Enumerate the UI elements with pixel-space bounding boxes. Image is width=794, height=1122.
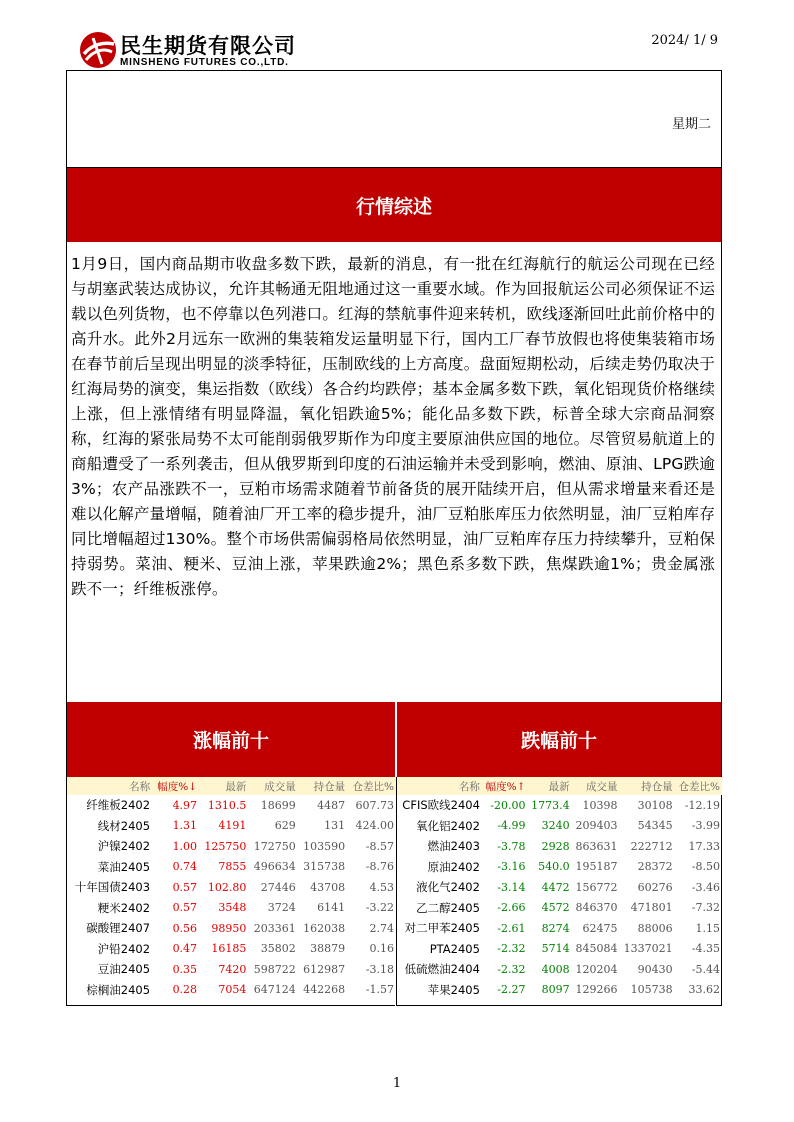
table-row[interactable] bbox=[67, 795, 396, 816]
table-row[interactable] bbox=[67, 877, 396, 898]
last-price: 4191 bbox=[218, 819, 247, 833]
last-price: 98950 bbox=[211, 921, 247, 935]
open-interest: 442268 bbox=[303, 983, 346, 997]
volume: 27446 bbox=[260, 880, 296, 894]
table-row[interactable] bbox=[397, 898, 722, 919]
oi-change-pct: -8.76 bbox=[365, 860, 394, 874]
oi-change-pct: 424.00 bbox=[355, 819, 394, 833]
open-interest: 1337021 bbox=[623, 942, 673, 956]
change-pct: -2.27 bbox=[497, 983, 526, 997]
change-pct: 0.56 bbox=[172, 921, 198, 935]
oi-change-pct: -3.18 bbox=[365, 962, 394, 976]
volume: 863631 bbox=[575, 839, 618, 853]
volume: 598722 bbox=[253, 962, 296, 976]
last-price: 5714 bbox=[541, 942, 570, 956]
table-row[interactable] bbox=[67, 959, 396, 980]
instrument-name: 沪铅2402 bbox=[97, 941, 151, 956]
table-row[interactable] bbox=[397, 816, 722, 837]
open-interest: 222712 bbox=[630, 839, 673, 853]
instrument-name: 沪镍2402 bbox=[97, 839, 151, 854]
last-price: 4472 bbox=[541, 880, 570, 894]
summary-text: 1月9日，国内商品期市收盘多数下跌，最新的消息，有一批在红海航行的航运公司现在已经与胡塞武装达成协议，允许其畅通无阻地通过这一重要水域。作为回报航运公司必须保证不运载以色列货物，也不停靠以色列港口。红海的禁航事件迎来转机，欧线逐渐回吐此前价格中的高升水。此外2月远东一欧洲的集装箱发运量明显下行，国内工厂春节放假也将使集装箱市场在春节前后呈现出明显的淡季特征，压制欧线的上方高度。盘面短期松动，后续走势仍取决于红海局势的演变，集运指数（欧线）各合约均跌停；基本金属多数下跌，氧化铝现货价格继续上涨，但上涨情绪有明显降温，氧化铝跌逾5%；能化品多数下跌，标普全球大宗商品洞察称，红海的紧张局势不太可能削弱俄罗斯作为印度主要原油供应国的地位。尽管贸易航道上的商船遭受了一系列袭击，但从俄罗斯到印度的石油运输并未受到影响，燃油、原油、LPG跌逾3%；农产品涨跌不一，豆粕市场需求随着节前备货的展开陆续开启，但从需求增量来看还是难以化解产量增幅，随着油厂开工率的稳步提升，油厂豆粕胀库压力依然明显，油厂豆粕库存同比增幅超过130%。整个市场供需偏弱格局依然明显，油厂豆粕库存压力持续攀升，豆粕保持弱势。菜油、粳米、豆油上涨，苹果跌逾2%；黑色系多数下跌，焦煤跌逾1%；贵金属涨跌不一；纤维板涨停。 bbox=[71, 255, 715, 598]
gainers-title: 涨幅前十 bbox=[192, 730, 269, 752]
open-interest: 612987 bbox=[303, 962, 346, 976]
volume: 62475 bbox=[582, 921, 618, 935]
last-price: 7054 bbox=[218, 983, 247, 997]
volume: 35802 bbox=[260, 942, 296, 956]
volume: 629 bbox=[274, 819, 296, 833]
table-row[interactable] bbox=[67, 939, 396, 960]
company-logo bbox=[78, 28, 318, 72]
change-pct: 0.28 bbox=[172, 983, 198, 997]
instrument-name: 液化气2402 bbox=[416, 880, 480, 895]
last-price: 2928 bbox=[541, 839, 570, 853]
report-date: 2024/ 1/ 9 bbox=[651, 33, 718, 48]
change-pct: -4.99 bbox=[497, 819, 526, 833]
col-header: 持仓量 bbox=[298, 777, 347, 795]
instrument-name: 碳酸锂2407 bbox=[86, 921, 151, 936]
change-pct: 0.74 bbox=[172, 860, 198, 874]
table-row[interactable] bbox=[397, 980, 722, 1001]
instrument-name: 原油2402 bbox=[427, 859, 480, 874]
volume: 120204 bbox=[575, 962, 618, 976]
instrument-name: PTA2405 bbox=[429, 941, 480, 956]
oi-change-pct: 33.62 bbox=[688, 983, 720, 997]
volume: 3724 bbox=[267, 901, 296, 915]
company-name-en: MINSHENG FUTURES CO.,LTD. bbox=[120, 57, 289, 68]
losers-title: 跌幅前十 bbox=[520, 730, 597, 752]
change-pct: -2.32 bbox=[497, 962, 526, 976]
instrument-name: 豆油2405 bbox=[97, 962, 151, 977]
oi-change-pct: -7.32 bbox=[691, 901, 720, 915]
change-pct: -2.66 bbox=[497, 901, 526, 915]
col-header: 仓差比% bbox=[675, 777, 722, 795]
weekday: 星期二 bbox=[671, 117, 711, 132]
instrument-name: 低硫燃油2404 bbox=[404, 962, 480, 977]
instrument-name: 菜油2405 bbox=[97, 859, 151, 874]
volume: 129266 bbox=[575, 983, 618, 997]
open-interest: 90430 bbox=[637, 962, 673, 976]
last-price: 4008 bbox=[541, 962, 570, 976]
change-pct: -2.61 bbox=[497, 921, 526, 935]
volume: 156772 bbox=[575, 880, 618, 894]
change-pct: 1.31 bbox=[172, 819, 198, 833]
open-interest: 88006 bbox=[637, 921, 673, 935]
table-row[interactable] bbox=[67, 898, 396, 919]
open-interest: 54345 bbox=[637, 819, 673, 833]
open-interest: 4487 bbox=[317, 798, 346, 812]
gainers-title-banner bbox=[67, 702, 395, 777]
oi-change-pct: 2.74 bbox=[369, 921, 394, 935]
last-price: 125750 bbox=[204, 839, 247, 853]
open-interest: 315738 bbox=[303, 860, 346, 874]
instrument-name: 棕榈油2405 bbox=[86, 982, 151, 997]
table-row[interactable] bbox=[67, 836, 396, 857]
instrument-name: 十年国债2403 bbox=[74, 880, 151, 895]
open-interest: 162038 bbox=[303, 921, 346, 935]
losers-header-row bbox=[397, 777, 722, 795]
open-interest: 28372 bbox=[637, 860, 673, 874]
summary-title: 行情综述 bbox=[355, 195, 432, 218]
instrument-name: 对二甲苯2405 bbox=[404, 921, 480, 936]
last-price: 8274 bbox=[541, 921, 570, 935]
instrument-name: 燃油2403 bbox=[427, 839, 480, 854]
losers-title-banner bbox=[397, 702, 721, 777]
table-row[interactable] bbox=[397, 795, 722, 816]
oi-change-pct: 17.33 bbox=[688, 839, 720, 853]
instrument-name: CFIS欧线2404 bbox=[402, 798, 480, 813]
change-pct: 0.35 bbox=[172, 962, 198, 976]
table-row[interactable] bbox=[397, 836, 722, 857]
oi-change-pct: 607.73 bbox=[355, 798, 394, 812]
last-price: 540.0 bbox=[538, 860, 570, 874]
last-price: 7420 bbox=[218, 962, 247, 976]
volume: 845084 bbox=[575, 942, 618, 956]
col-header: 仓差比% bbox=[347, 777, 396, 795]
instrument-name: 纤维板2402 bbox=[86, 798, 151, 813]
col-header-sorted[interactable]: 幅度%↓ bbox=[152, 777, 199, 795]
col-header: 名称 bbox=[397, 777, 482, 795]
volume: 647124 bbox=[253, 983, 296, 997]
instrument-name: 乙二醇2405 bbox=[416, 900, 480, 915]
volume: 496634 bbox=[253, 860, 296, 874]
open-interest: 43708 bbox=[310, 880, 346, 894]
oi-change-pct: -12.19 bbox=[684, 798, 720, 812]
oi-change-pct: -3.99 bbox=[691, 819, 720, 833]
volume: 195187 bbox=[575, 860, 618, 874]
col-header: 最新 bbox=[199, 777, 248, 795]
last-price: 3240 bbox=[541, 819, 570, 833]
change-pct: -2.32 bbox=[497, 942, 526, 956]
change-pct: -3.16 bbox=[497, 860, 526, 874]
table-row[interactable] bbox=[397, 959, 722, 980]
table-row[interactable] bbox=[67, 816, 396, 837]
open-interest: 6141 bbox=[317, 901, 346, 915]
oi-change-pct: -8.57 bbox=[365, 839, 394, 853]
instrument-name: 苹果2405 bbox=[427, 982, 480, 997]
gainers-table bbox=[67, 777, 396, 1000]
instrument-name: 氧化铝2402 bbox=[416, 818, 480, 833]
last-price: 1773.4 bbox=[531, 798, 570, 812]
volume: 10398 bbox=[582, 798, 618, 812]
volume: 846370 bbox=[575, 901, 618, 915]
oi-change-pct: -1.57 bbox=[365, 983, 394, 997]
col-header-sorted[interactable]: 幅度%↑ bbox=[482, 777, 528, 795]
volume: 203361 bbox=[253, 921, 296, 935]
col-header: 最新 bbox=[527, 777, 571, 795]
open-interest: 60276 bbox=[637, 880, 673, 894]
report-frame bbox=[66, 70, 722, 1006]
open-interest: 131 bbox=[324, 819, 346, 833]
change-pct: 0.47 bbox=[172, 942, 198, 956]
oi-change-pct: 4.53 bbox=[369, 880, 394, 894]
open-interest: 471801 bbox=[630, 901, 673, 915]
volume: 209403 bbox=[575, 819, 618, 833]
oi-change-pct: -8.50 bbox=[691, 860, 720, 874]
last-price: 4572 bbox=[541, 901, 570, 915]
table-row[interactable] bbox=[67, 857, 396, 878]
change-pct: 0.57 bbox=[172, 880, 198, 894]
summary-title-banner bbox=[67, 168, 721, 242]
minsheng-logo-icon bbox=[78, 30, 118, 70]
volume: 172750 bbox=[253, 839, 296, 853]
col-header: 成交量 bbox=[248, 777, 297, 795]
change-pct: 0.57 bbox=[172, 901, 198, 915]
oi-change-pct: -4.35 bbox=[691, 942, 720, 956]
losers-table bbox=[397, 777, 722, 1000]
losers-body bbox=[397, 795, 722, 1000]
change-pct: -3.78 bbox=[497, 839, 526, 853]
gainers-body bbox=[67, 795, 396, 1000]
oi-change-pct: 1.15 bbox=[695, 921, 720, 935]
table-row[interactable] bbox=[397, 857, 722, 878]
col-header: 持仓量 bbox=[620, 777, 675, 795]
table-row[interactable] bbox=[397, 877, 722, 898]
last-price: 7855 bbox=[218, 860, 247, 874]
oi-change-pct: -3.46 bbox=[691, 880, 720, 894]
col-header: 名称 bbox=[67, 777, 152, 795]
last-price: 102.80 bbox=[207, 880, 247, 894]
last-price: 3548 bbox=[218, 901, 247, 915]
change-pct: -20.00 bbox=[490, 798, 526, 812]
instrument-name: 线材2405 bbox=[97, 818, 151, 833]
instrument-name: 粳米2402 bbox=[97, 900, 151, 915]
last-price: 1310.5 bbox=[207, 798, 247, 812]
open-interest: 105738 bbox=[630, 983, 673, 997]
last-price: 16185 bbox=[211, 942, 247, 956]
last-price: 8097 bbox=[541, 983, 570, 997]
col-header: 成交量 bbox=[572, 777, 620, 795]
company-name-cn: 民生期货有限公司 bbox=[120, 34, 296, 58]
change-pct: 4.97 bbox=[172, 798, 198, 812]
open-interest: 103590 bbox=[303, 839, 346, 853]
table-row[interactable] bbox=[67, 980, 396, 1001]
page-number: 1 bbox=[392, 1076, 402, 1091]
open-interest: 38879 bbox=[310, 942, 346, 956]
open-interest: 30108 bbox=[637, 798, 673, 812]
table-row[interactable] bbox=[67, 918, 396, 939]
oi-change-pct: 0.16 bbox=[369, 942, 394, 956]
gainers-header-row bbox=[67, 777, 396, 795]
table-row[interactable] bbox=[397, 939, 722, 960]
change-pct: -3.14 bbox=[497, 880, 526, 894]
table-row[interactable] bbox=[397, 918, 722, 939]
oi-change-pct: -3.22 bbox=[365, 901, 394, 915]
oi-change-pct: -5.44 bbox=[691, 962, 720, 976]
volume: 18699 bbox=[260, 798, 296, 812]
change-pct: 1.00 bbox=[172, 839, 198, 853]
